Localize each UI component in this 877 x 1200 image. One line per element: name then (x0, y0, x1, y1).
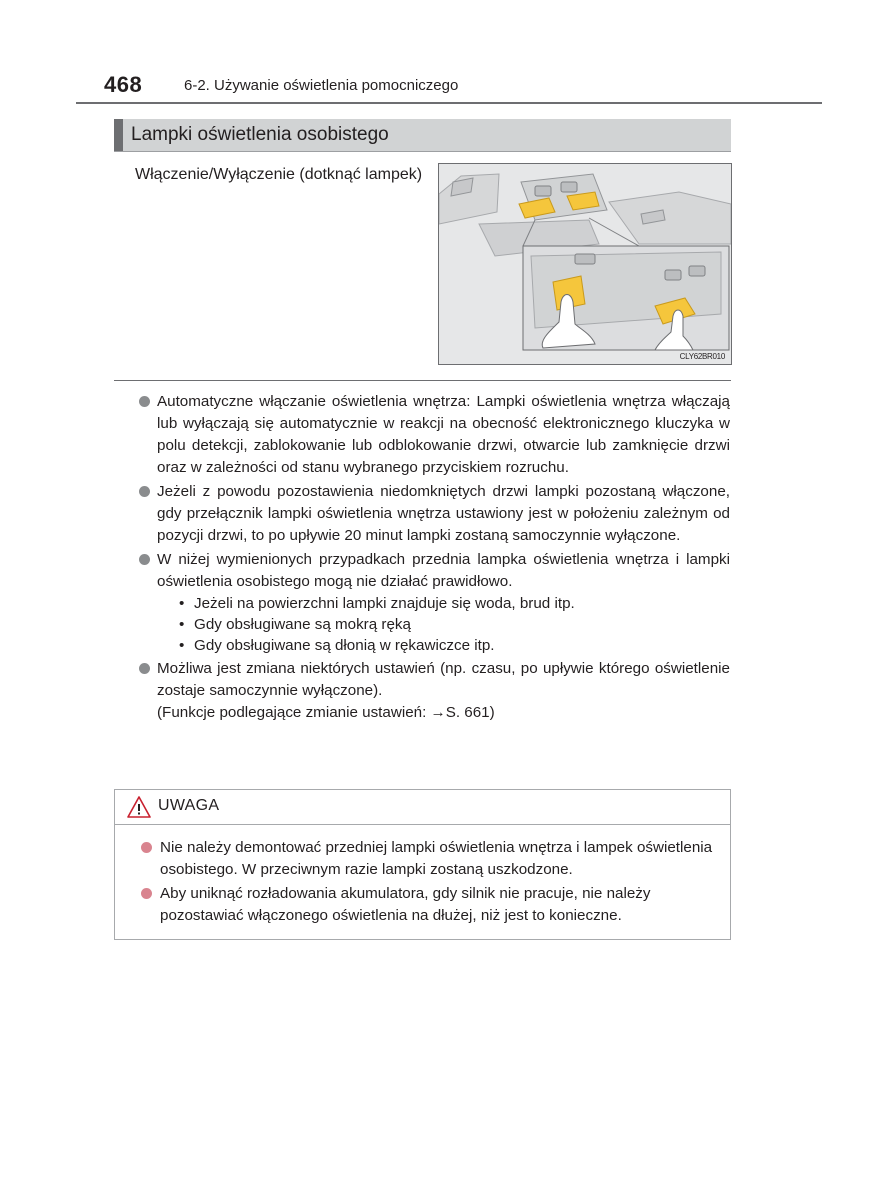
caution-text: Nie należy demontować przedniej lampki oświetlenia wnętrza i lampek oświetlenia osobistego. W przeciwnym razie lampki zostaną uszkodzone. (160, 839, 713, 878)
sub-bullet-text: Gdy obsługiwane są dłonią w rękawiczce itp. (194, 637, 495, 654)
note-item (138, 658, 730, 724)
section-path: 6-2. Używanie oświetlenia pomocniczego (184, 77, 459, 94)
bullet-dot-icon (139, 396, 150, 407)
section-title: Lampki oświetlenia osobistego (131, 124, 389, 145)
caution-list (141, 837, 719, 929)
note-item (138, 481, 730, 547)
figure-code: CLY62BR010 (679, 352, 725, 361)
sub-bullet (157, 593, 730, 614)
sub-bullet (157, 614, 730, 635)
section-title-band (114, 119, 731, 152)
header-rule (76, 102, 822, 104)
bullet-dot-icon (141, 842, 152, 853)
bullet-dot-icon (139, 554, 150, 565)
page-number: 468 (104, 72, 143, 97)
caution-item (141, 837, 719, 881)
caution-box (114, 789, 731, 940)
title-accent-bar (114, 119, 123, 151)
note-text: Możliwa jest zmiana niektórych ustawień (np. czasu, po upływie którego oświetlenie zostaje samoczynnie wyłączone). (157, 660, 730, 699)
notes-list (138, 391, 730, 726)
sub-bullet-text: Jeżeli na powierzchni lampki znajduje się woda, brud itp. (194, 595, 575, 612)
note-item (138, 549, 730, 656)
sub-bullet-glyph: • (179, 637, 185, 654)
bullet-dot-icon (139, 663, 150, 674)
illustration-svg (439, 164, 731, 364)
caution-title: UWAGA (158, 797, 220, 814)
bullet-dot-icon (141, 888, 152, 899)
sub-bullet (157, 635, 730, 656)
sub-bullet-glyph: • (179, 616, 185, 633)
bullet-dot-icon (139, 486, 150, 497)
lamp-illustration (438, 163, 732, 365)
note-text: W niżej wymienionych przypadkach przednia lampka oświetlenia wnętrza i lampki oświetlenia osobistego mogą nie działać prawidłowo. (157, 551, 730, 590)
sub-bullet-glyph: • (179, 595, 185, 612)
onoff-instruction: Włączenie/Wyłączenie (dotknąć lampek) (135, 166, 423, 183)
sub-bullet-text: Gdy obsługiwane są mokrą ręką (194, 616, 411, 633)
note-text: Automatyczne włączanie oświetlenia wnętrza: Lampki oświetlenia wnętrza włączają lub wyłączają się automatycznie w reakcji na obecność elektronicznego kluczyka w polu detekcji, zablokowanie lub odblokowanie drzwi, otwarcie lub zamknięcie drzwi oraz w zależności od stanu wybranego przyciskiem rozruchu. (157, 393, 730, 476)
note-item (138, 391, 730, 479)
note-text: Jeżeli z powodu pozostawienia niedomkniętych drzwi lampki pozostaną włączone, gdy przełącznik lampki oświetlenia wnętrza ustawiony jest w położeniu zależnym od pozycji drzwi, to po upływie 20 minut lampki zostaną samoczynnie wyłączone. (157, 483, 730, 544)
caution-header (115, 790, 730, 825)
caution-text: Aby uniknąć rozładowania akumulatora, gdy silnik nie pracuje, nie należy pozostawiać włączonego oświetlenia na dłużej, niż jest to konieczne. (160, 885, 651, 924)
warning-triangle-icon (127, 796, 151, 823)
custom-settings-reference: (Funkcje podlegające zmianie ustawień: →S. 661) (157, 704, 495, 721)
section-divider (114, 380, 731, 381)
caution-item (141, 883, 719, 927)
